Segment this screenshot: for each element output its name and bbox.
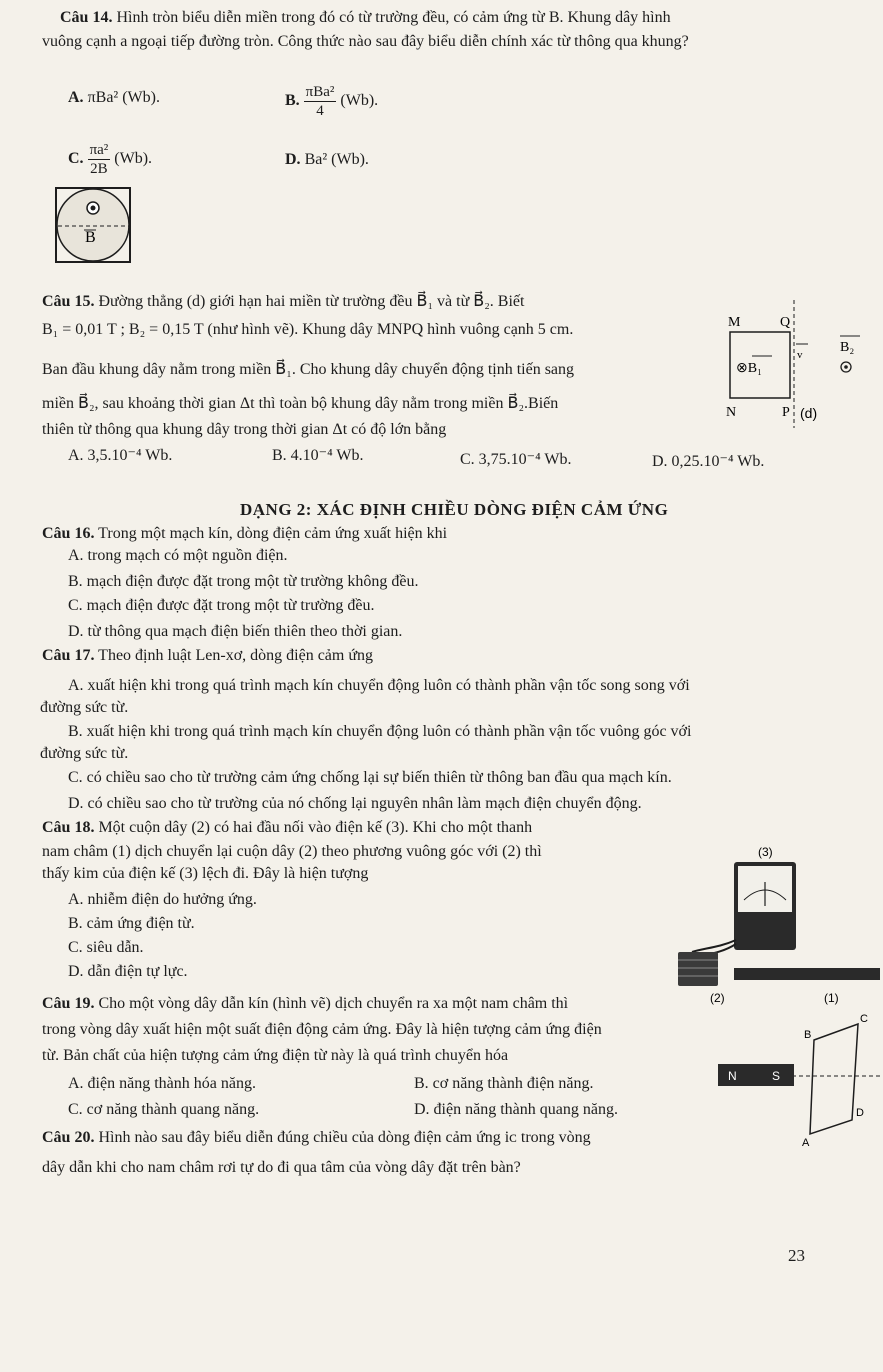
q20-line1 [42, 1128, 591, 1148]
q14-c-fraction [88, 141, 111, 178]
q19-figure [716, 1010, 880, 1150]
q17-option-d: D. có chiều sao cho từ trường của nó chống lại nguyên nhân làm mạch điện chuyển động. [68, 795, 642, 812]
q14-option-a [68, 88, 160, 108]
q15-label-d: (d) [800, 405, 818, 421]
q16-option-a: A. trong mạch có một nguồn điện. [68, 547, 288, 564]
q14-option-d [285, 150, 369, 170]
q18-figure [648, 840, 880, 1008]
q14-d-label: D. [285, 151, 301, 168]
q19-label-B: B [804, 1029, 812, 1041]
q15-line2: B₁ = 0,01 T ; B₂ = 0,15 T (như hình vẽ). Khung dây MNPQ hình vuông cạnh 5 cm. [42, 321, 574, 338]
q17-option-b-1: B. xuất hiện khi trong quá trình mạch kín chuyển động luôn có thành phần vận tốc vuông góc với [68, 723, 692, 740]
q16-stem: Trong một mạch kín, dòng điện cảm ứng xuất hiện khi [98, 525, 448, 542]
q15-label-M: M [728, 315, 741, 330]
q15-label-B1: ⊗B₁ [736, 361, 762, 376]
q16-option-d: D. từ thông qua mạch điện biến thiên theo thời gian. [68, 623, 403, 640]
q14-field-dot-center [91, 206, 96, 211]
q19-line3: từ. Bản chất của hiện tượng cảm ứng điện từ này là quá trình chuyển hóa [42, 1047, 509, 1064]
q16-option-b: B. mạch điện được đặt trong một từ trường không đều. [68, 573, 419, 590]
q14-a-label: A. [68, 89, 84, 106]
q14-line2: vuông cạnh a ngoại tiếp đường tròn. Công thức nào sau đây biểu diễn chính xác từ thông qua khung? [42, 33, 689, 50]
q14-fig-label: B [85, 229, 96, 246]
q15-option-b: B. 4.10⁻⁴ Wb. [272, 447, 364, 464]
q18-bar-magnet [734, 968, 880, 980]
section-heading: DẠNG 2: XÁC ĐỊNH CHIỀU DÒNG ĐIỆN CẢM ỨNG [240, 500, 669, 519]
q18-line2: nam châm (1) dịch chuyển lại cuộn dây (2) theo phương vuông góc với (2) thì [42, 843, 542, 860]
q18-label-magnet: (1) [824, 991, 839, 1005]
q18-coil [678, 952, 718, 986]
q16-number: Câu 16. [42, 525, 95, 542]
q15-option-d: D. 0,25.10⁻⁴ Wb. [652, 453, 765, 470]
q19-label-D: D [856, 1107, 864, 1119]
q19-label-A: A [802, 1137, 810, 1149]
q14-c-denominator: 2B [90, 160, 108, 177]
q15-option-a: A. 3,5.10⁻⁴ Wb. [68, 447, 173, 464]
q19-line2: trong vòng dây xuất hiện một suất điện động cảm ứng. Đây là hiện tượng cảm ứng điện [42, 1021, 602, 1038]
q14-c-numerator: πa² [89, 141, 109, 158]
q19-label-C: C [860, 1013, 868, 1025]
q14-b-fraction [304, 83, 337, 120]
q14-b-label: B. [285, 92, 300, 109]
q15-label-Q: Q [780, 315, 791, 330]
q14-option-c [68, 140, 152, 178]
q15-label-B2: B₂ [840, 340, 855, 355]
q14-b-numerator: πBa² [305, 83, 335, 100]
q20-stem-1: Hình nào sau đây biểu diễn đúng chiều của dòng điện cảm ứng iᴄ trong vòng [98, 1129, 591, 1146]
q14-line1 [60, 8, 671, 28]
q14-option-b [285, 82, 378, 120]
q19-option-b: B. cơ năng thành điện năng. [414, 1075, 594, 1092]
q14-stem-1: Hình tròn biểu diễn miền trong đó có từ trường đều, có cảm ứng từ B. Khung dây hình [116, 9, 671, 26]
q19-wire-loop [810, 1024, 858, 1134]
q15-label-v: v [797, 349, 803, 361]
q17-stem: Theo định luật Len-xơ, dòng điện cảm ứng [98, 647, 374, 664]
q19-stem-1: Cho một vòng dây dẫn kín (hình vẽ) dịch chuyển ra xa một nam châm thì [98, 995, 569, 1012]
q17-number: Câu 17. [42, 647, 95, 664]
q18-line3: thấy kim của điện kế (3) lệch đi. Đây là hiện tượng [42, 865, 369, 882]
q18-stem-1: Một cuộn dây (2) có hai đầu nối vào điện kế (3). Khi cho một thanh [98, 819, 533, 836]
q15-option-c: C. 3,75.10⁻⁴ Wb. [460, 451, 572, 468]
q14-a-text: πBa² (Wb). [87, 89, 160, 106]
q19-option-d: D. điện năng thành quang năng. [414, 1101, 618, 1118]
q15-label-N: N [726, 405, 737, 420]
q15-number: Câu 15. [42, 293, 95, 310]
q15-stem-1: Đường thẳng (d) giới hạn hai miền từ trường đều B⃗₁ và từ B⃗₂. Biết [98, 293, 525, 310]
q14-number: Câu 14. [60, 9, 113, 26]
q15-line5: thiên từ thông qua khung dây trong thời gian Δt có độ lớn bằng [42, 421, 447, 438]
q20-line2: dây dẫn khi cho nam châm rơi tự do đi qua tâm của vòng dây đặt trên bàn? [42, 1159, 521, 1176]
q15-line3: Ban đầu khung dây nằm trong miền B⃗₁. Cho khung dây chuyển động tịnh tiến sang [42, 361, 575, 378]
q15-label-P: P [782, 405, 790, 420]
q19-label-S: S [772, 1069, 781, 1083]
q16-line1 [42, 524, 447, 544]
q14-d-text: Ba² (Wb). [304, 151, 369, 168]
q14-b-denominator: 4 [316, 102, 324, 119]
q17-option-a-1: A. xuất hiện khi trong quá trình mạch kín chuyển động luôn có thành phần vận tốc song song với [68, 677, 690, 694]
q18-label-coil: (2) [710, 991, 725, 1005]
q15-B2-out-dot-center [844, 365, 848, 369]
q17-line1 [42, 646, 373, 666]
page-number: 23 [788, 1246, 805, 1265]
q14-b-unit: (Wb). [340, 92, 379, 109]
q18-option-b: B. cảm ứng điện từ. [68, 915, 195, 932]
q18-line1 [42, 818, 532, 838]
q18-number: Câu 18. [42, 819, 95, 836]
q17-option-c: C. có chiều sao cho từ trường cảm ứng chống lại sự biến thiên từ thông ban đầu qua mạch kín. [68, 769, 672, 786]
q15-line4: miền B⃗₂, sau khoảng thời gian Δt thì toàn bộ khung dây nằm trong miền B⃗₂.Biến [42, 395, 559, 412]
q19-label-N: N [728, 1069, 737, 1083]
q19-option-c: C. cơ năng thành quang năng. [68, 1101, 260, 1118]
q18-wire-1 [692, 940, 736, 952]
q14-figure [54, 186, 134, 266]
q17-option-a-2: đường sức từ. [40, 699, 129, 716]
q16-option-c: C. mạch điện được đặt trong một từ trường đều. [68, 597, 375, 614]
q18-option-c: C. siêu dẫn. [68, 939, 144, 956]
q14-c-unit: (Wb). [114, 150, 153, 167]
q18-label-galvanometer: (3) [758, 845, 773, 859]
q19-line1 [42, 994, 568, 1014]
q17-option-b-2: đường sức từ. [40, 745, 129, 762]
q18-option-a: A. nhiễm điện do hưởng ứng. [68, 891, 257, 908]
q19-number: Câu 19. [42, 995, 95, 1012]
q14-field-circle [57, 189, 129, 261]
q15-figure [700, 296, 870, 432]
q20-number: Câu 20. [42, 1129, 95, 1146]
q15-line1 [42, 292, 524, 312]
q18-option-d: D. dẫn điện tự lực. [68, 963, 188, 980]
q14-c-label: C. [68, 150, 84, 167]
q19-option-a: A. điện năng thành hóa năng. [68, 1075, 256, 1092]
